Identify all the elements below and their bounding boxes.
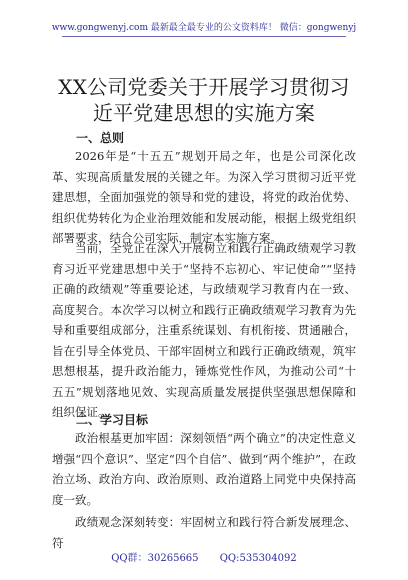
paragraph-general-1: 2026年是“十五五”规划开局之年，也是公司深化改革、实现高质量发展的关键之年。为深入学习贯彻习近平党建思想，全面加强党的领导和党的建设，将党的政治优势、组织优势转化为企业治理效能和发展动能，根据上级党组织部署要求，结合公司实际，制定本实施方案。 [52,149,356,245]
footer-qq: QQ:535304092 [219,553,297,564]
paragraph-goals-2: 政绩观念深刻转变：牢固树立和践行符合新发展理念、符 [52,515,356,550]
document-title: XX公司党委关于开展学习贯彻习近平党建思想的实施方案 [58,75,350,125]
paragraph-general-2: 当前，全党正在深入开展树立和践行正确政绩观学习教育习近平党建思想中关于“坚持不忘初心、牢记使命”“坚持正确的政绩观”等重要论述，与政绩观学习教育内在一致、高度契合。本次学习以树立和践行正确政绩观学习教育为先导和重要组成部分，注重系统谋划、有机衔接、贯通融合，旨在引导全体党员、干部牢固树立和践行正确政绩观，筑牢思想根基，提升政治能力，锤炼党性作风，为推动公司“十五五”规划落地见效、实现高质量发展提供坚强思想保障和组织保证。 [52,241,356,419]
footer-contact [0,549,408,564]
header-divider [62,36,346,37]
footer-qq-group: QQ群：30265665 [111,553,199,564]
paragraph-goals-1: 政治根基更加牢固：深刻领悟“两个确立”的决定性意义增强“四个意识”、坚定“四个自信”、做到“两个维护”，在政治立场、政治方向、政治原则、政治道路上同党中央保持高度一致。 [52,431,356,507]
section-heading-goals: 二、学习目标 [76,413,149,427]
section-heading-general: 一、总则 [76,131,125,145]
header-banner: www.gongwenyj.com 最新最全最专业的公文资料库！ 微信：gongwenyj [51,23,357,33]
